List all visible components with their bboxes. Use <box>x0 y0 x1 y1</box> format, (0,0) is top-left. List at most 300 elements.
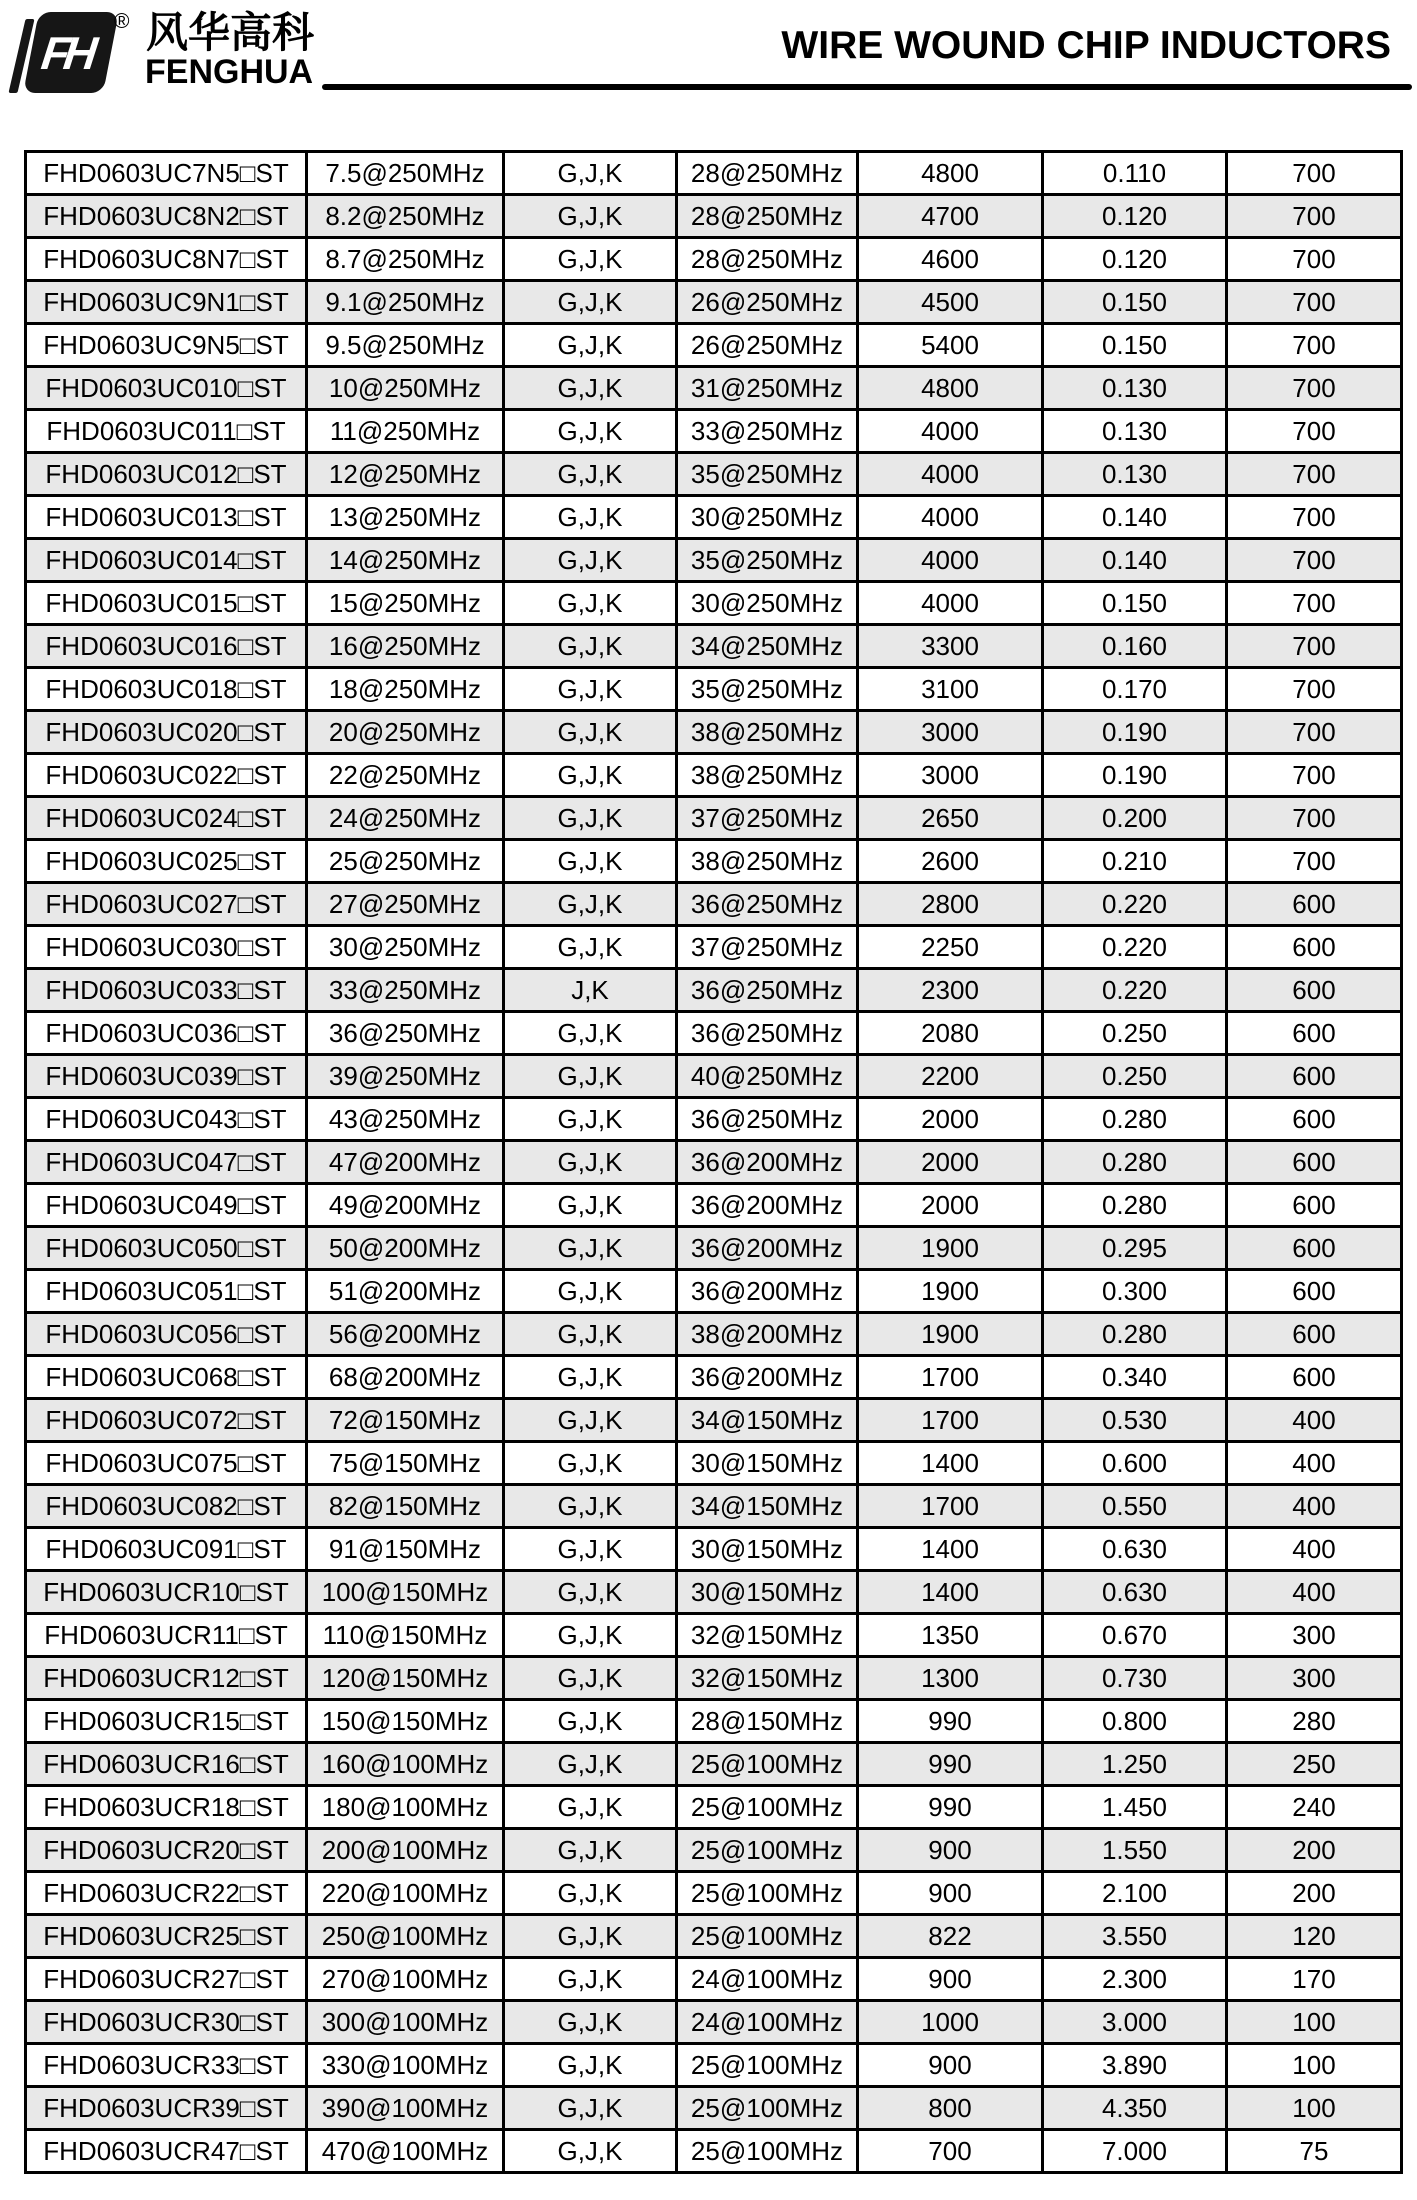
q-factor-cell: 36@200MHz <box>677 1184 858 1227</box>
tolerance-cell: G,J,K <box>504 195 677 238</box>
tolerance-cell: J,K <box>504 969 677 1012</box>
tolerance-cell: G,J,K <box>504 281 677 324</box>
dcr-cell: 0.130 <box>1043 367 1227 410</box>
inductance-cell: 18@250MHz <box>307 668 504 711</box>
tolerance-cell: G,J,K <box>504 1442 677 1485</box>
q-factor-cell: 26@250MHz <box>677 281 858 324</box>
rated-current-cell: 700 <box>1227 711 1402 754</box>
inductance-cell: 270@100MHz <box>307 1958 504 2001</box>
table-row <box>26 1872 1402 1915</box>
tolerance-cell: G,J,K <box>504 1485 677 1528</box>
rated-current-cell: 700 <box>1227 840 1402 883</box>
rated-current-cell: 200 <box>1227 1872 1402 1915</box>
rated-current-cell: 600 <box>1227 883 1402 926</box>
tolerance-cell: G,J,K <box>504 1872 677 1915</box>
srf-cell: 990 <box>858 1700 1043 1743</box>
page-title: WIRE WOUND CHIP INDUCTORS <box>781 24 1391 67</box>
dcr-cell: 1.550 <box>1043 1829 1227 1872</box>
table-row <box>26 496 1402 539</box>
part-number-cell: FHD0603UCR27□ST <box>26 1958 307 2001</box>
q-factor-cell: 30@150MHz <box>677 1442 858 1485</box>
dcr-cell: 2.300 <box>1043 1958 1227 2001</box>
rated-current-cell: 700 <box>1227 152 1402 195</box>
rated-current-cell: 400 <box>1227 1442 1402 1485</box>
inductance-cell: 470@100MHz <box>307 2130 504 2173</box>
inductor-spec-table <box>24 150 1403 2174</box>
tolerance-cell: G,J,K <box>504 410 677 453</box>
logo-latin-name: FENGHUA <box>145 53 314 91</box>
srf-cell: 2000 <box>858 1141 1043 1184</box>
inductance-cell: 160@100MHz <box>307 1743 504 1786</box>
table-row <box>26 281 1402 324</box>
dcr-cell: 0.530 <box>1043 1399 1227 1442</box>
dcr-cell: 0.150 <box>1043 582 1227 625</box>
tolerance-cell: G,J,K <box>504 152 677 195</box>
tolerance-cell: G,J,K <box>504 668 677 711</box>
rated-current-cell: 700 <box>1227 324 1402 367</box>
spec-table-body <box>26 152 1402 2173</box>
table-row <box>26 797 1402 840</box>
inductance-cell: 180@100MHz <box>307 1786 504 1829</box>
rated-current-cell: 600 <box>1227 1227 1402 1270</box>
rated-current-cell: 700 <box>1227 625 1402 668</box>
table-row <box>26 668 1402 711</box>
dcr-cell: 0.200 <box>1043 797 1227 840</box>
rated-current-cell: 700 <box>1227 410 1402 453</box>
srf-cell: 2200 <box>858 1055 1043 1098</box>
q-factor-cell: 37@250MHz <box>677 797 858 840</box>
q-factor-cell: 28@150MHz <box>677 1700 858 1743</box>
srf-cell: 1700 <box>858 1399 1043 1442</box>
dcr-cell: 0.170 <box>1043 668 1227 711</box>
part-number-cell: FHD0603UC8N2□ST <box>26 195 307 238</box>
q-factor-cell: 34@250MHz <box>677 625 858 668</box>
part-number-cell: FHD0603UC014□ST <box>26 539 307 582</box>
inductance-cell: 72@150MHz <box>307 1399 504 1442</box>
srf-cell: 3000 <box>858 711 1043 754</box>
table-row <box>26 1141 1402 1184</box>
tolerance-cell: G,J,K <box>504 1055 677 1098</box>
tolerance-cell: G,J,K <box>504 1399 677 1442</box>
q-factor-cell: 30@250MHz <box>677 582 858 625</box>
dcr-cell: 0.120 <box>1043 195 1227 238</box>
dcr-cell: 0.300 <box>1043 1270 1227 1313</box>
dcr-cell: 3.550 <box>1043 1915 1227 1958</box>
logo-chinese-name: 风华高科 <box>146 9 315 56</box>
dcr-cell: 4.350 <box>1043 2087 1227 2130</box>
srf-cell: 1900 <box>858 1227 1043 1270</box>
tolerance-cell: G,J,K <box>504 1743 677 1786</box>
rated-current-cell: 700 <box>1227 539 1402 582</box>
inductance-cell: 13@250MHz <box>307 496 504 539</box>
inductance-cell: 47@200MHz <box>307 1141 504 1184</box>
registered-trademark-icon: ® <box>114 10 130 33</box>
part-number-cell: FHD0603UC012□ST <box>26 453 307 496</box>
tolerance-cell: G,J,K <box>504 1098 677 1141</box>
table-row <box>26 410 1402 453</box>
rated-current-cell: 700 <box>1227 453 1402 496</box>
part-number-cell: FHD0603UC049□ST <box>26 1184 307 1227</box>
table-row <box>26 1743 1402 1786</box>
tolerance-cell: G,J,K <box>504 1571 677 1614</box>
inductance-cell: 8.7@250MHz <box>307 238 504 281</box>
dcr-cell: 0.280 <box>1043 1313 1227 1356</box>
tolerance-cell: G,J,K <box>504 238 677 281</box>
inductance-cell: 220@100MHz <box>307 1872 504 1915</box>
srf-cell: 4600 <box>858 238 1043 281</box>
tolerance-cell: G,J,K <box>504 840 677 883</box>
dcr-cell: 0.250 <box>1043 1012 1227 1055</box>
tolerance-cell: G,J,K <box>504 453 677 496</box>
q-factor-cell: 38@200MHz <box>677 1313 858 1356</box>
srf-cell: 700 <box>858 2130 1043 2173</box>
rated-current-cell: 400 <box>1227 1485 1402 1528</box>
q-factor-cell: 36@250MHz <box>677 883 858 926</box>
q-factor-cell: 25@100MHz <box>677 1915 858 1958</box>
rated-current-cell: 400 <box>1227 1571 1402 1614</box>
rated-current-cell: 75 <box>1227 2130 1402 2173</box>
inductance-cell: 9.1@250MHz <box>307 281 504 324</box>
inductance-cell: 330@100MHz <box>307 2044 504 2087</box>
srf-cell: 2800 <box>858 883 1043 926</box>
srf-cell: 1400 <box>858 1528 1043 1571</box>
inductance-cell: 300@100MHz <box>307 2001 504 2044</box>
inductance-cell: 25@250MHz <box>307 840 504 883</box>
srf-cell: 2080 <box>858 1012 1043 1055</box>
rated-current-cell: 600 <box>1227 1270 1402 1313</box>
srf-cell: 4800 <box>858 152 1043 195</box>
tolerance-cell: G,J,K <box>504 1915 677 1958</box>
rated-current-cell: 600 <box>1227 969 1402 1012</box>
q-factor-cell: 36@200MHz <box>677 1270 858 1313</box>
table-row <box>26 324 1402 367</box>
dcr-cell: 0.140 <box>1043 539 1227 582</box>
tolerance-cell: G,J,K <box>504 1184 677 1227</box>
q-factor-cell: 38@250MHz <box>677 711 858 754</box>
rated-current-cell: 700 <box>1227 754 1402 797</box>
dcr-cell: 0.295 <box>1043 1227 1227 1270</box>
q-factor-cell: 30@250MHz <box>677 496 858 539</box>
inductance-cell: 390@100MHz <box>307 2087 504 2130</box>
dcr-cell: 0.730 <box>1043 1657 1227 1700</box>
part-number-cell: FHD0603UCR11□ST <box>26 1614 307 1657</box>
srf-cell: 4000 <box>858 539 1043 582</box>
part-number-cell: FHD0603UCR15□ST <box>26 1700 307 1743</box>
rated-current-cell: 120 <box>1227 1915 1402 1958</box>
q-factor-cell: 25@100MHz <box>677 1829 858 1872</box>
table-row <box>26 1098 1402 1141</box>
q-factor-cell: 24@100MHz <box>677 2001 858 2044</box>
q-factor-cell: 40@250MHz <box>677 1055 858 1098</box>
rated-current-cell: 700 <box>1227 238 1402 281</box>
table-row <box>26 754 1402 797</box>
inductance-cell: 56@200MHz <box>307 1313 504 1356</box>
fenghua-logo-icon <box>23 12 119 93</box>
dcr-cell: 0.190 <box>1043 711 1227 754</box>
table-row <box>26 883 1402 926</box>
part-number-cell: FHD0603UC051□ST <box>26 1270 307 1313</box>
tolerance-cell: G,J,K <box>504 754 677 797</box>
tolerance-cell: G,J,K <box>504 324 677 367</box>
srf-cell: 4000 <box>858 582 1043 625</box>
dcr-cell: 0.630 <box>1043 1528 1227 1571</box>
table-row <box>26 625 1402 668</box>
part-number-cell: FHD0603UC030□ST <box>26 926 307 969</box>
q-factor-cell: 24@100MHz <box>677 1958 858 2001</box>
tolerance-cell: G,J,K <box>504 883 677 926</box>
table-row <box>26 2001 1402 2044</box>
table-row <box>26 1958 1402 2001</box>
q-factor-cell: 35@250MHz <box>677 539 858 582</box>
q-factor-cell: 26@250MHz <box>677 324 858 367</box>
rated-current-cell: 100 <box>1227 2044 1402 2087</box>
rated-current-cell: 600 <box>1227 1356 1402 1399</box>
table-row <box>26 2087 1402 2130</box>
tolerance-cell: G,J,K <box>504 926 677 969</box>
q-factor-cell: 28@250MHz <box>677 238 858 281</box>
tolerance-cell: G,J,K <box>504 2001 677 2044</box>
table-row <box>26 539 1402 582</box>
tolerance-cell: G,J,K <box>504 711 677 754</box>
rated-current-cell: 100 <box>1227 2001 1402 2044</box>
q-factor-cell: 32@150MHz <box>677 1657 858 1700</box>
rated-current-cell: 600 <box>1227 926 1402 969</box>
table-row <box>26 1700 1402 1743</box>
part-number-cell: FHD0603UC027□ST <box>26 883 307 926</box>
q-factor-cell: 38@250MHz <box>677 754 858 797</box>
table-row <box>26 711 1402 754</box>
srf-cell: 4000 <box>858 410 1043 453</box>
rated-current-cell: 700 <box>1227 496 1402 539</box>
srf-cell: 4800 <box>858 367 1043 410</box>
q-factor-cell: 28@250MHz <box>677 152 858 195</box>
inductance-cell: 150@150MHz <box>307 1700 504 1743</box>
part-number-cell: FHD0603UC9N5□ST <box>26 324 307 367</box>
q-factor-cell: 25@100MHz <box>677 1786 858 1829</box>
inductance-cell: 68@200MHz <box>307 1356 504 1399</box>
q-factor-cell: 31@250MHz <box>677 367 858 410</box>
inductance-cell: 43@250MHz <box>307 1098 504 1141</box>
q-factor-cell: 34@150MHz <box>677 1399 858 1442</box>
table-row <box>26 1399 1402 1442</box>
srf-cell: 4000 <box>858 496 1043 539</box>
dcr-cell: 0.800 <box>1043 1700 1227 1743</box>
tolerance-cell: G,J,K <box>504 2087 677 2130</box>
dcr-cell: 0.130 <box>1043 453 1227 496</box>
dcr-cell: 0.210 <box>1043 840 1227 883</box>
rated-current-cell: 600 <box>1227 1141 1402 1184</box>
inductance-cell: 27@250MHz <box>307 883 504 926</box>
srf-cell: 4500 <box>858 281 1043 324</box>
table-row <box>26 2044 1402 2087</box>
inductance-cell: 51@200MHz <box>307 1270 504 1313</box>
part-number-cell: FHD0603UC022□ST <box>26 754 307 797</box>
q-factor-cell: 33@250MHz <box>677 410 858 453</box>
srf-cell: 4000 <box>858 453 1043 496</box>
srf-cell: 1900 <box>858 1270 1043 1313</box>
rated-current-cell: 300 <box>1227 1614 1402 1657</box>
rated-current-cell: 600 <box>1227 1012 1402 1055</box>
rated-current-cell: 700 <box>1227 195 1402 238</box>
dcr-cell: 0.340 <box>1043 1356 1227 1399</box>
part-number-cell: FHD0603UCR25□ST <box>26 1915 307 1958</box>
srf-cell: 822 <box>858 1915 1043 1958</box>
inductance-cell: 75@150MHz <box>307 1442 504 1485</box>
table-row <box>26 1313 1402 1356</box>
rated-current-cell: 400 <box>1227 1399 1402 1442</box>
tolerance-cell: G,J,K <box>504 1227 677 1270</box>
part-number-cell: FHD0603UC033□ST <box>26 969 307 1012</box>
srf-cell: 1700 <box>858 1485 1043 1528</box>
srf-cell: 2000 <box>858 1098 1043 1141</box>
rated-current-cell: 300 <box>1227 1657 1402 1700</box>
srf-cell: 3000 <box>858 754 1043 797</box>
rated-current-cell: 700 <box>1227 582 1402 625</box>
q-factor-cell: 36@250MHz <box>677 969 858 1012</box>
table-row <box>26 238 1402 281</box>
tolerance-cell: G,J,K <box>504 797 677 840</box>
rated-current-cell: 600 <box>1227 1055 1402 1098</box>
srf-cell: 990 <box>858 1743 1043 1786</box>
inductance-cell: 100@150MHz <box>307 1571 504 1614</box>
tolerance-cell: G,J,K <box>504 1657 677 1700</box>
dcr-cell: 0.280 <box>1043 1141 1227 1184</box>
srf-cell: 2600 <box>858 840 1043 883</box>
srf-cell: 5400 <box>858 324 1043 367</box>
part-number-cell: FHD0603UC018□ST <box>26 668 307 711</box>
q-factor-cell: 35@250MHz <box>677 668 858 711</box>
part-number-cell: FHD0603UC047□ST <box>26 1141 307 1184</box>
srf-cell: 1300 <box>858 1657 1043 1700</box>
table-row <box>26 1184 1402 1227</box>
inductance-cell: 12@250MHz <box>307 453 504 496</box>
part-number-cell: FHD0603UC025□ST <box>26 840 307 883</box>
dcr-cell: 0.670 <box>1043 1614 1227 1657</box>
tolerance-cell: G,J,K <box>504 1786 677 1829</box>
table-row <box>26 926 1402 969</box>
inductance-cell: 14@250MHz <box>307 539 504 582</box>
inductance-cell: 8.2@250MHz <box>307 195 504 238</box>
logo-monogram: FH <box>39 26 95 79</box>
dcr-cell: 0.630 <box>1043 1571 1227 1614</box>
inductance-cell: 10@250MHz <box>307 367 504 410</box>
srf-cell: 4700 <box>858 195 1043 238</box>
part-number-cell: FHD0603UC043□ST <box>26 1098 307 1141</box>
part-number-cell: FHD0603UC015□ST <box>26 582 307 625</box>
tolerance-cell: G,J,K <box>504 496 677 539</box>
inductance-cell: 50@200MHz <box>307 1227 504 1270</box>
inductance-cell: 11@250MHz <box>307 410 504 453</box>
q-factor-cell: 25@100MHz <box>677 2130 858 2173</box>
part-number-cell: FHD0603UC036□ST <box>26 1012 307 1055</box>
dcr-cell: 0.600 <box>1043 1442 1227 1485</box>
srf-cell: 2650 <box>858 797 1043 840</box>
q-factor-cell: 25@100MHz <box>677 1872 858 1915</box>
rated-current-cell: 700 <box>1227 668 1402 711</box>
inductance-cell: 200@100MHz <box>307 1829 504 1872</box>
tolerance-cell: G,J,K <box>504 367 677 410</box>
dcr-cell: 7.000 <box>1043 2130 1227 2173</box>
part-number-cell: FHD0603UC016□ST <box>26 625 307 668</box>
q-factor-cell: 32@150MHz <box>677 1614 858 1657</box>
part-number-cell: FHD0603UC050□ST <box>26 1227 307 1270</box>
q-factor-cell: 30@150MHz <box>677 1571 858 1614</box>
part-number-cell: FHD0603UCR10□ST <box>26 1571 307 1614</box>
part-number-cell: FHD0603UC039□ST <box>26 1055 307 1098</box>
tolerance-cell: G,J,K <box>504 1270 677 1313</box>
table-row <box>26 840 1402 883</box>
srf-cell: 1700 <box>858 1356 1043 1399</box>
inductance-cell: 24@250MHz <box>307 797 504 840</box>
rated-current-cell: 600 <box>1227 1184 1402 1227</box>
srf-cell: 3300 <box>858 625 1043 668</box>
inductance-cell: 7.5@250MHz <box>307 152 504 195</box>
table-row <box>26 453 1402 496</box>
srf-cell: 2300 <box>858 969 1043 1012</box>
srf-cell: 900 <box>858 2044 1043 2087</box>
inductance-cell: 49@200MHz <box>307 1184 504 1227</box>
srf-cell: 1350 <box>858 1614 1043 1657</box>
dcr-cell: 0.150 <box>1043 324 1227 367</box>
table-row <box>26 1528 1402 1571</box>
table-row <box>26 195 1402 238</box>
part-number-cell: FHD0603UC011□ST <box>26 410 307 453</box>
part-number-cell: FHD0603UC082□ST <box>26 1485 307 1528</box>
part-number-cell: FHD0603UCR33□ST <box>26 2044 307 2087</box>
part-number-cell: FHD0603UC091□ST <box>26 1528 307 1571</box>
header-divider <box>322 84 1412 90</box>
inductance-cell: 33@250MHz <box>307 969 504 1012</box>
dcr-cell: 0.140 <box>1043 496 1227 539</box>
inductance-cell: 9.5@250MHz <box>307 324 504 367</box>
dcr-cell: 0.550 <box>1043 1485 1227 1528</box>
srf-cell: 1000 <box>858 2001 1043 2044</box>
tolerance-cell: G,J,K <box>504 1958 677 2001</box>
rated-current-cell: 700 <box>1227 281 1402 324</box>
part-number-cell: FHD0603UC7N5□ST <box>26 152 307 195</box>
tolerance-cell: G,J,K <box>504 1528 677 1571</box>
part-number-cell: FHD0603UC068□ST <box>26 1356 307 1399</box>
part-number-cell: FHD0603UC8N7□ST <box>26 238 307 281</box>
srf-cell: 990 <box>858 1786 1043 1829</box>
table-row <box>26 1012 1402 1055</box>
srf-cell: 3100 <box>858 668 1043 711</box>
inductance-cell: 22@250MHz <box>307 754 504 797</box>
rated-current-cell: 600 <box>1227 1098 1402 1141</box>
table-row <box>26 1055 1402 1098</box>
table-row <box>26 152 1402 195</box>
table-row <box>26 1657 1402 1700</box>
q-factor-cell: 36@250MHz <box>677 1012 858 1055</box>
srf-cell: 800 <box>858 2087 1043 2130</box>
srf-cell: 1400 <box>858 1442 1043 1485</box>
tolerance-cell: G,J,K <box>504 2044 677 2087</box>
rated-current-cell: 170 <box>1227 1958 1402 2001</box>
part-number-cell: FHD0603UCR22□ST <box>26 1872 307 1915</box>
tolerance-cell: G,J,K <box>504 625 677 668</box>
dcr-cell: 0.220 <box>1043 926 1227 969</box>
tolerance-cell: G,J,K <box>504 582 677 625</box>
table-row <box>26 969 1402 1012</box>
part-number-cell: FHD0603UC075□ST <box>26 1442 307 1485</box>
part-number-cell: FHD0603UCR39□ST <box>26 2087 307 2130</box>
dcr-cell: 0.160 <box>1043 625 1227 668</box>
table-row <box>26 1442 1402 1485</box>
srf-cell: 2250 <box>858 926 1043 969</box>
rated-current-cell: 200 <box>1227 1829 1402 1872</box>
tolerance-cell: G,J,K <box>504 2130 677 2173</box>
dcr-cell: 0.150 <box>1043 281 1227 324</box>
